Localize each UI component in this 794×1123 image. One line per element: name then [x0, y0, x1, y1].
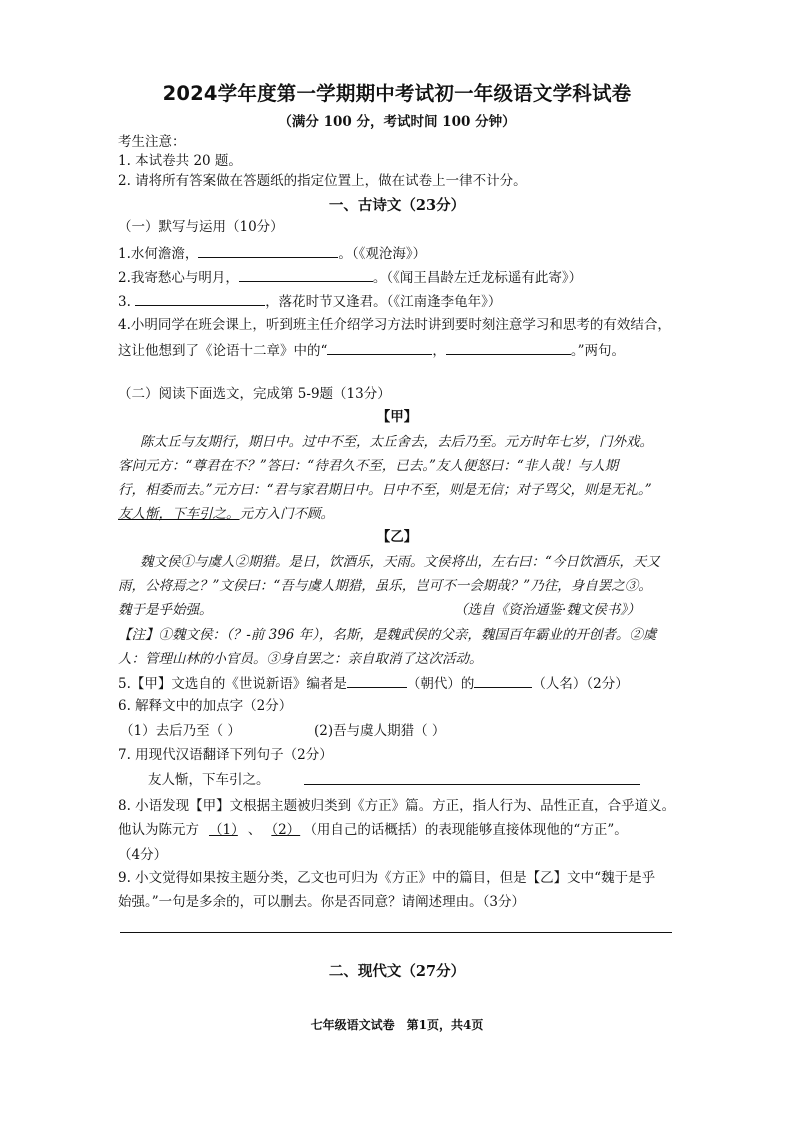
q8-separator: 、: [247, 822, 262, 838]
jia-line-3: 行，相委而去。”元方曰：“君与家君期日中。日中不至，则是无信；对子骂父，则是无礼。”: [118, 482, 652, 498]
q2-suffix: 。（《闻王昌龄左迁龙标遥有此寄》）: [372, 270, 583, 286]
yi-note-1: 【注】①魏文侯：（？-前 396 年），名斯，是魏武侯的父亲，魏国百年霸业的开创者。②虞: [118, 627, 657, 643]
q8-prefix: 他认为陈元方: [118, 822, 199, 838]
q4-separator: ，: [432, 343, 446, 359]
jia-line-1: 陈太丘与友期行，期日中。过中不至，太丘舍去，去后乃至。元方时年七岁，门外戏。: [140, 434, 653, 450]
q5-dynasty-blank[interactable]: [347, 673, 407, 688]
yi-line-1: 魏文侯①与虞人②期猎。是日，饮酒乐，天雨。文侯将出，左右曰：“今日饮酒乐，天又: [140, 554, 660, 570]
question-2: [118, 267, 582, 287]
q8-suffix: （用自己的话概括）的表现能够直接体现他的“方正”。: [310, 822, 628, 838]
q2-answer-blank[interactable]: [239, 267, 373, 282]
q5-part-c: （人名）（2分）: [532, 676, 629, 692]
q7-answer-line[interactable]: [304, 784, 640, 785]
page-footer: 七年级语文试卷 第1页，共4页: [310, 1018, 484, 1032]
q4-prefix: 这让他想到了《论语十二章》中的“: [118, 343, 328, 359]
question-1: [118, 243, 426, 263]
yi-source: （选自《资治通鉴·魏文侯书》）: [454, 602, 641, 618]
q7-sentence: 友人惭，下车引之。: [148, 772, 270, 788]
notes-item-2: 2. 请将所有答案做在答题纸的指定位置上，做在试卷上一律不计分。: [118, 173, 527, 189]
passage-jia-label: 【甲】: [376, 409, 418, 425]
exam-subtitle: （满分 100 分，考试时间 100 分钟）: [278, 114, 516, 130]
q1-suffix: 。（《观沧海》）: [338, 246, 427, 262]
exam-title: 2024学年度第一学期期中考试初一年级语文学科试卷: [162, 82, 632, 105]
q2-prefix: 2.我寄愁心与明月，: [118, 270, 239, 286]
q1-answer-blank[interactable]: [198, 243, 338, 258]
question-3: [118, 291, 501, 311]
question-4-line1: 4.小明同学在班会课上，听到班主任介绍学习方法时讲到要时刻注意学习和思考的有效结合，: [118, 317, 671, 333]
q4-answer-blank-2[interactable]: [446, 340, 571, 355]
jia-line-4: [118, 505, 334, 523]
section2-title: 二、现代文（27分）: [328, 963, 466, 980]
q6-item-1: （1）去后乃至（ ）: [120, 723, 241, 739]
q4-answer-blank-1[interactable]: [327, 340, 432, 355]
question-7: 7. 用现代汉语翻译下列句子（2分）: [118, 747, 333, 763]
yi-line-2: 雨，公将焉之？”文侯曰：“吾与虞人期猎，虽乐，岂可不一会期哉？”乃往，身自罢之③。: [118, 578, 652, 594]
section1-title: 一、古诗文（23分）: [328, 197, 466, 214]
question-4-line2: [118, 340, 625, 360]
jia-line-4-rest: 元方入门不顾。: [239, 506, 334, 522]
question-8-line1: 8. 小语发现【甲】文根据主题被归类到《方正》篇。方正，指人行为、品性正直，合乎道义。: [118, 798, 676, 814]
yi-line-3: 魏于是乎始强。: [118, 602, 213, 618]
question-6: 6. 解释文中的加点字（2分）: [118, 698, 293, 714]
question-5: [118, 673, 629, 693]
q6-item-2: (2)吾与虞人期猎（ ）: [314, 723, 446, 739]
jia-line-2: 客问元方：“尊君在不？”答曰：“待君久不至，已去。”友人便怒曰：“非人哉！与人期: [118, 458, 619, 474]
question-9-line1: 9. 小文觉得如果按主题分类，乙文也可归为《方正》中的篇目，但是【乙】文中“魏于是乎: [118, 870, 656, 886]
q8-blank-2[interactable]: （2）: [271, 822, 301, 838]
part1-title: （一）默写与运用（10分）: [118, 219, 284, 235]
q4-suffix: 。”两句。: [570, 343, 626, 359]
q5-part-b: （朝代）的: [406, 676, 475, 692]
q5-name-blank[interactable]: [474, 673, 532, 688]
passage-yi-label: 【乙】: [376, 529, 418, 545]
question-8-line3: （4分）: [118, 847, 168, 863]
q8-blank-1[interactable]: （1）: [209, 822, 238, 838]
q5-part-a: 5.【甲】文选自的《世说新语》编者是: [118, 676, 347, 692]
question-8-line2: [118, 821, 628, 839]
question-9-line2: 始强。”一句是多余的，可以删去。你是否同意？请阐述理由。（3分）: [118, 894, 525, 910]
q1-prefix: 1.水何澹澹，: [118, 246, 199, 262]
q3-answer-blank[interactable]: [135, 291, 265, 306]
jia-underlined-sentence: 友人惭，下车引之。: [118, 506, 240, 522]
yi-note-2: 人：管理山林的小官员。③身自罢之：亲自取消了这次活动。: [118, 651, 483, 667]
q3-suffix: ，落花时节又逢君。（《江南逢李龟年》）: [265, 294, 502, 310]
q9-answer-line[interactable]: [120, 932, 672, 933]
notes-item-1: 1. 本试卷共 20 题。: [118, 153, 242, 169]
part2-title: （二）阅读下面选文，完成第 5-9题（13分）: [118, 386, 391, 402]
notes-heading: 考生注意：: [118, 134, 186, 150]
q3-prefix: 3.: [118, 294, 131, 310]
